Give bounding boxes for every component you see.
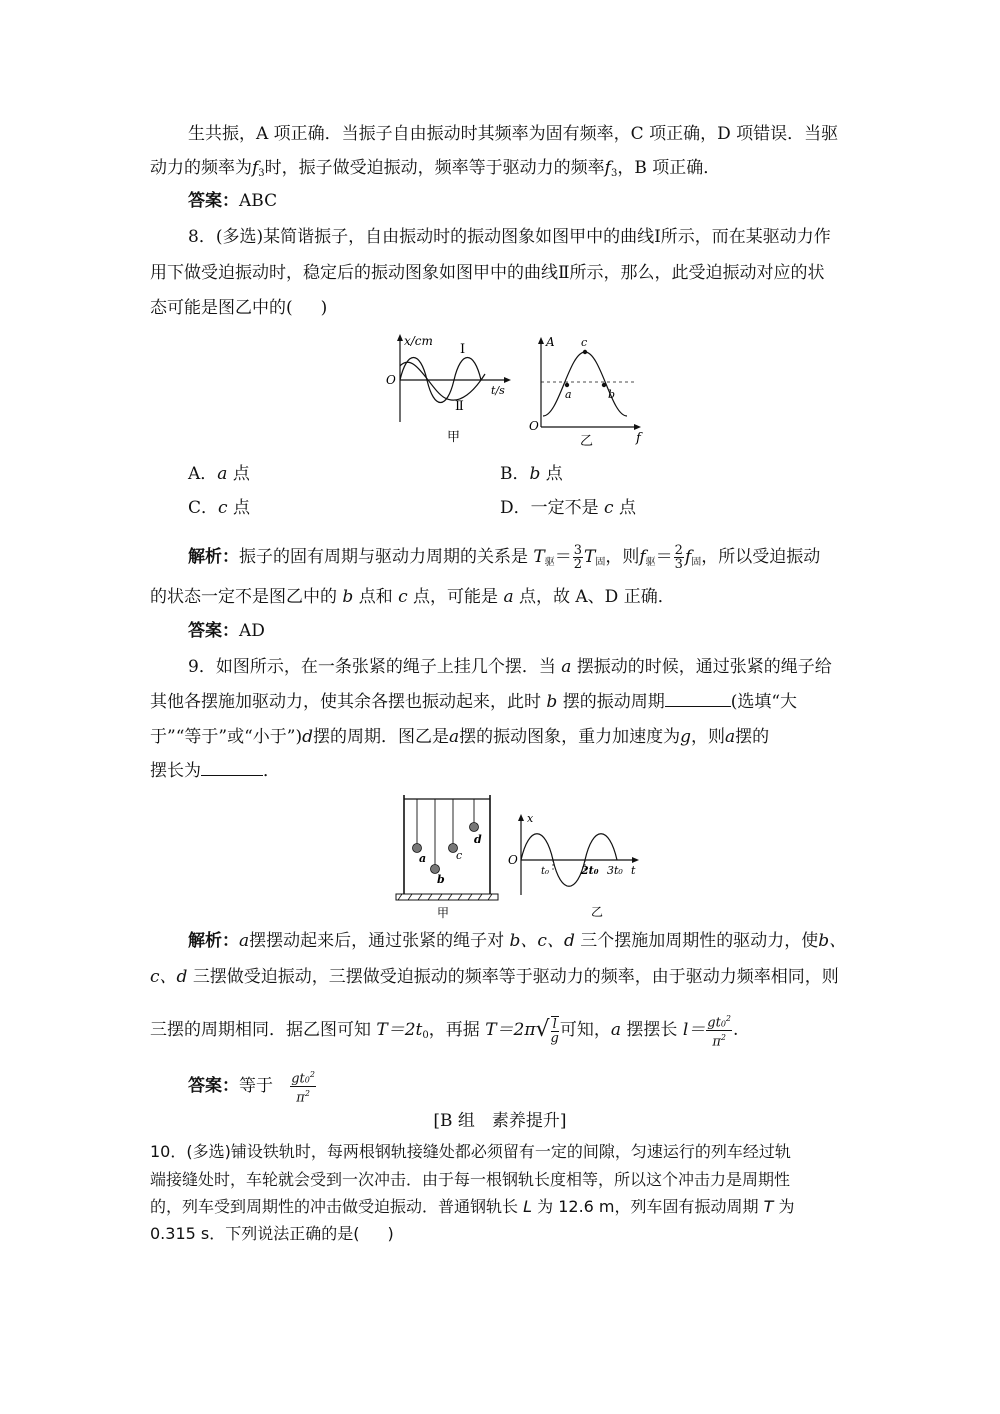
point-a-label: a: [565, 388, 572, 401]
sub: 3: [258, 168, 265, 179]
text: 点，故 A、D 正确．: [519, 587, 675, 607]
text: 时，振子做受迫振动，频率等于驱动力的频率: [264, 158, 605, 178]
q9-line-4: [150, 760, 850, 782]
fraction: [674, 544, 684, 571]
q8-answer-line: [188, 620, 888, 642]
den: 2: [573, 557, 583, 572]
var: f: [604, 158, 611, 178]
intro-line-1: [188, 123, 888, 145]
var: b: [529, 464, 541, 484]
axis-label-A: A: [546, 335, 555, 349]
var: L: [523, 1197, 533, 1216]
q8-option-d: [500, 497, 636, 519]
answer-label: 答案：: [188, 1075, 239, 1096]
sub: 0: [422, 1029, 429, 1041]
var: a: [448, 727, 460, 747]
option-text: 点: [545, 464, 563, 484]
figure-9-yi: [505, 810, 645, 920]
var: c、d: [150, 967, 188, 987]
text: 9．如图所示，在一条张紧的绳子上挂几个摆．当: [188, 657, 556, 677]
q8-analysis-line-1: [188, 544, 888, 574]
var: f: [684, 547, 692, 567]
text: ＝: [554, 547, 572, 567]
answer-value: AD: [239, 621, 265, 641]
figure-9-jia: [392, 790, 507, 920]
text: ，B 项正确．: [617, 158, 721, 178]
text: 0.315 s．下列说法正确的是(: [150, 1224, 360, 1243]
var: g: [680, 727, 692, 747]
sub: 固: [595, 557, 606, 568]
analysis-label: 解析：: [188, 931, 239, 951]
var: f: [252, 158, 259, 178]
sub: 驱: [645, 557, 656, 568]
text: 生共振，A 项正确．当振子自由振动时其频率为固有频率，C 项正确，D 项错误．当驱: [188, 124, 839, 144]
point-b-label: b: [608, 388, 616, 401]
text: 点和: [358, 587, 393, 607]
pendulum-b-label: b: [437, 873, 445, 886]
var: T: [533, 547, 545, 567]
q9-analysis-line-3: [150, 1012, 850, 1049]
figure-caption-jia: 甲: [437, 906, 450, 920]
q8-line-1: [188, 226, 888, 248]
sup: 2: [725, 1014, 731, 1023]
q9-analysis-line-2: [150, 966, 850, 988]
q10-line-4: [150, 1223, 850, 1245]
text: 三个摆施加周期性的驱动力，使: [580, 931, 819, 951]
var: c: [604, 498, 614, 518]
option-text: 点: [232, 464, 250, 484]
den: π: [712, 1034, 721, 1050]
text: ，再据: [428, 1019, 480, 1040]
text: 为 12.6 m，列车固有振动周期: [537, 1197, 759, 1216]
axis-label-t: t: [631, 864, 636, 877]
text: 为: [778, 1197, 795, 1216]
text: 摆的周期．图乙是: [312, 727, 449, 747]
origin-label: O: [508, 853, 518, 867]
text: 三摆的周期相同．据乙图可知: [150, 1019, 371, 1040]
sup: 2: [720, 1033, 726, 1043]
answer-label: 答案：: [188, 621, 239, 641]
text: 摆长为: [150, 761, 201, 781]
var: b: [546, 692, 558, 712]
text: ，所以受迫振动: [701, 547, 821, 567]
curve-2-label: Ⅱ: [455, 399, 464, 414]
fraction: [551, 1016, 559, 1045]
fraction: [290, 1068, 316, 1105]
num: 3: [573, 543, 583, 558]
text: 点，可能是: [413, 587, 499, 607]
origin-label: O: [386, 373, 396, 387]
den: 3: [674, 557, 683, 572]
text: (选填“大: [730, 692, 798, 712]
figure-8-yi: [525, 330, 650, 448]
option-label: B．: [500, 464, 530, 484]
var: c: [398, 587, 408, 607]
text: ): [387, 1224, 394, 1243]
var: a: [725, 727, 736, 747]
var: b: [342, 587, 354, 607]
num: 2: [674, 543, 683, 558]
text: .: [733, 1019, 739, 1040]
answer-value: ABC: [239, 191, 278, 211]
q8-option-b: [500, 463, 563, 485]
option-text: 一定不是: [530, 498, 599, 518]
var: a: [217, 464, 228, 484]
section-title: [B 组 素养提升]: [433, 1111, 567, 1131]
point-c-label: c: [581, 336, 588, 349]
text: 用下做受迫振动时，稳定后的振动图象如图甲中的曲线Ⅱ所示，那么，此受迫振动对应的状: [150, 263, 825, 283]
fraction: [573, 544, 583, 571]
text: 振子的固有周期与驱动力周期的关系是: [239, 547, 528, 567]
text: ＝: [655, 547, 673, 567]
option-label: D．: [500, 498, 531, 518]
q8-option-a: [188, 463, 250, 485]
answer-value: 等于: [239, 1075, 273, 1096]
axis-label-f: f: [636, 431, 641, 446]
var: T: [584, 547, 596, 567]
text: 摆的振动图象，重力加速度为: [459, 727, 681, 747]
num: gt: [291, 1071, 305, 1087]
text: ): [320, 298, 328, 318]
text: ，则: [605, 547, 640, 567]
den: π: [296, 1090, 305, 1106]
sub: 固: [691, 557, 702, 568]
var: a: [610, 1019, 622, 1040]
text: ．: [263, 761, 280, 781]
var: a: [561, 657, 572, 677]
sqrt-sign: √: [535, 1017, 550, 1043]
tick-t0: t₀: [541, 866, 550, 877]
sub: 3: [610, 168, 618, 179]
var: T: [763, 1197, 774, 1216]
var: b、: [818, 931, 847, 951]
pendulum-d-label: d: [474, 833, 482, 846]
pendulum-a-label: a: [419, 852, 427, 865]
origin-label: O: [529, 419, 539, 433]
axis-label-t-s: t/s: [491, 384, 505, 397]
formula: l＝: [682, 1019, 706, 1040]
var: b、c、d: [509, 931, 575, 951]
var: f: [639, 547, 646, 567]
axis-label-x: x: [527, 812, 534, 825]
text: 摆摆动起来后，通过张紧的绳子对: [249, 931, 505, 951]
curve-1-label: Ⅰ: [460, 342, 466, 357]
q10-line-2: [150, 1169, 850, 1191]
option-text: 点: [232, 498, 250, 518]
fraction: [706, 1012, 732, 1049]
q8-line-2: [150, 262, 850, 284]
text: 的，列车受到周期性的冲击做受迫振动．普通钢轨长: [150, 1197, 519, 1216]
sup: 2: [309, 1070, 315, 1079]
q10-line-1: [150, 1141, 850, 1163]
q8-analysis-line-2: [150, 586, 850, 608]
q9-line-2: [150, 691, 850, 713]
text: 摆摆长: [626, 1019, 678, 1040]
figure-caption-yi: 乙: [580, 434, 594, 448]
option-text: 点: [618, 498, 636, 518]
sub: 驱: [544, 557, 555, 568]
sup: 2: [304, 1089, 310, 1099]
q8-line-3: [150, 297, 850, 319]
fill-blank-2: [201, 761, 263, 776]
analysis-label: 解析：: [188, 547, 239, 567]
q8-option-c: [188, 497, 250, 519]
fill-blank-1: [665, 692, 731, 707]
text: 端接缝处时，车轮就会受到一次冲击．由于每一根钢轨长度相等，所以这个冲击力是周期性: [150, 1170, 791, 1189]
option-label: C．: [188, 498, 219, 518]
formula: T＝2π: [485, 1019, 536, 1040]
text: 态可能是图乙中的(: [150, 298, 293, 318]
text: 摆振动的时候，通过张紧的绳子给: [576, 657, 832, 677]
sub: 0: [720, 1019, 726, 1029]
den: g: [550, 1030, 559, 1046]
text: 其他各摆施加驱动力，使其余各摆也振动起来，此时: [150, 692, 541, 712]
text: ，则: [691, 727, 726, 747]
text: 可知，: [559, 1019, 611, 1040]
num: l: [551, 1018, 559, 1032]
q9-answer-line: [188, 1068, 888, 1105]
var: a: [503, 587, 514, 607]
text: 的状态一定不是图乙中的: [150, 587, 337, 607]
q10-line-3: [150, 1196, 850, 1218]
text: 摆的振动周期: [562, 692, 665, 712]
axis-label-x-cm: x/cm: [404, 334, 433, 348]
tick-3t0: 3t₀: [607, 864, 623, 877]
text: 8．(多选)某简谐振子，自由振动时的振动图象如图甲中的曲线Ⅰ所示，而在某驱动力作: [188, 227, 831, 247]
q9-line-3: [150, 726, 850, 748]
q9-line-1: [188, 656, 888, 678]
var: c: [218, 498, 228, 518]
figure-8-jia: [375, 330, 515, 445]
tick-2t0: 2t₀: [581, 864, 599, 877]
answer-label: 答案：: [188, 191, 239, 211]
figure-caption-jia: 甲: [447, 430, 461, 445]
text: 10．(多选)铺设铁轨时，每两根钢轨接缝处都必须留有一定的间隙，匀速运行的列车经过轨: [150, 1142, 791, 1161]
option-label: A．: [188, 464, 218, 484]
text: 摆的: [735, 727, 770, 747]
sub: 0: [304, 1075, 310, 1085]
text: 于”“等于”或“小于”): [150, 727, 303, 747]
var: d: [302, 727, 313, 747]
q7-answer-line: [188, 190, 888, 212]
intro-line-2: [150, 157, 850, 185]
num: gt: [707, 1015, 721, 1031]
q9-analysis-line-1: [188, 930, 888, 952]
formula: T＝2t: [376, 1019, 423, 1040]
pendulum-c-label: c: [456, 849, 463, 862]
text: 三摆做受迫振动，三摆做受迫振动的频率等于驱动力的频率，由于驱动力频率相同，则: [192, 967, 839, 987]
figure-caption-yi: 乙: [591, 905, 604, 919]
var: a: [239, 931, 250, 951]
text: 动力的频率为: [150, 158, 252, 178]
